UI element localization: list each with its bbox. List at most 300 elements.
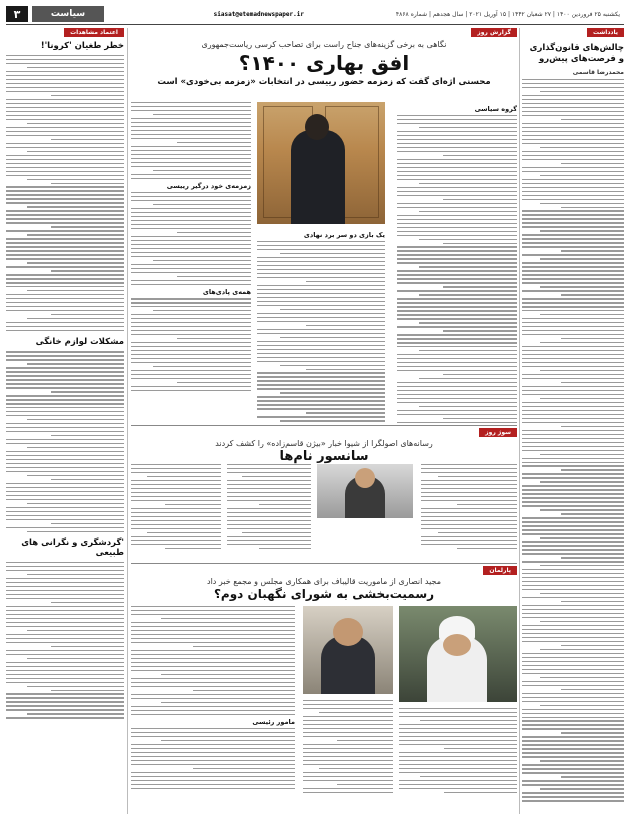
text-line — [522, 561, 624, 562]
text-line — [303, 776, 393, 777]
text-line — [522, 553, 624, 554]
text-line — [27, 262, 124, 263]
text-line — [303, 732, 393, 733]
text-line — [280, 365, 385, 366]
text-line — [131, 682, 295, 683]
text-line — [444, 748, 517, 749]
text-line — [27, 290, 124, 291]
text-line — [522, 752, 624, 753]
text-line — [131, 508, 221, 509]
text-line — [131, 236, 251, 237]
text-line — [540, 760, 624, 761]
text-line — [522, 107, 624, 108]
text-line — [522, 772, 624, 773]
left-article1-body — [6, 55, 124, 331]
text-line — [131, 302, 251, 303]
text-line — [522, 489, 624, 490]
text-line — [522, 246, 624, 247]
text-line — [306, 281, 385, 282]
text-line — [153, 204, 251, 205]
text-line — [421, 516, 517, 517]
text-line — [131, 788, 295, 789]
text-line — [6, 302, 124, 303]
text-line — [522, 143, 624, 144]
text-line — [421, 480, 517, 481]
text-line — [522, 155, 624, 156]
text-line — [522, 266, 624, 267]
text-line — [131, 748, 295, 749]
text-line — [6, 427, 124, 428]
text-line — [522, 736, 624, 737]
text-line — [27, 123, 124, 124]
text-line — [6, 59, 124, 60]
text-line — [27, 318, 124, 319]
text-line — [522, 800, 624, 801]
text-line — [259, 504, 311, 505]
text-line — [6, 387, 124, 388]
text-line — [227, 536, 311, 537]
text-line — [227, 520, 311, 521]
text-line — [6, 431, 124, 432]
text-line — [6, 330, 124, 331]
text-line — [280, 420, 385, 421]
text-line — [51, 646, 124, 647]
text-line — [540, 342, 624, 343]
text-line — [6, 443, 124, 444]
story-divider — [131, 563, 517, 564]
text-line — [303, 724, 393, 725]
text-line — [522, 728, 624, 729]
text-line — [397, 231, 517, 232]
text-line — [540, 286, 624, 287]
text-line — [397, 175, 517, 176]
text-line — [397, 135, 517, 136]
text-line — [257, 396, 385, 397]
text-line — [522, 422, 624, 423]
text-line — [421, 528, 517, 529]
text-line — [457, 504, 517, 505]
masthead-rule — [6, 24, 624, 25]
text-line — [131, 386, 251, 387]
text-line — [399, 772, 517, 773]
text-line — [257, 245, 385, 246]
text-line — [420, 720, 517, 721]
text-line — [522, 179, 624, 180]
text-line — [6, 606, 124, 607]
text-line — [397, 326, 517, 327]
text-line — [131, 488, 221, 489]
text-line — [6, 594, 124, 595]
text-line — [227, 464, 311, 465]
text-line — [522, 214, 624, 215]
text-line — [257, 241, 385, 242]
text-line — [131, 512, 221, 513]
text-line — [540, 537, 624, 538]
text-line — [303, 772, 393, 773]
main-story-headline: افق بهاری ۱۴۰۰؟ — [238, 51, 410, 75]
text-line — [6, 650, 124, 651]
text-line — [522, 493, 624, 494]
text-line — [397, 338, 517, 339]
text-line — [399, 756, 517, 757]
text-line — [522, 517, 624, 518]
text-line — [522, 199, 624, 200]
text-line — [6, 423, 124, 424]
right-column-title: چالش‌های قانون‌گذاری و فرصت‌های پیش‌رو — [529, 43, 624, 64]
text-line — [6, 282, 124, 283]
text-line — [522, 780, 624, 781]
text-line — [257, 249, 385, 250]
text-line — [522, 617, 624, 618]
text-line — [397, 258, 517, 259]
text-line — [522, 187, 624, 188]
text-line — [257, 380, 385, 381]
text-line — [27, 151, 124, 152]
text-line — [522, 79, 624, 80]
text-line — [522, 183, 624, 184]
text-line — [6, 379, 124, 380]
text-line — [397, 159, 517, 160]
text-line — [443, 243, 517, 244]
text-line — [303, 704, 393, 705]
text-line — [397, 402, 517, 403]
text-line — [131, 228, 251, 229]
text-line — [6, 367, 124, 368]
text-line — [165, 504, 221, 505]
text-line — [540, 788, 624, 789]
main-story-subhead: محسنی اژه‌ای گفت که زمزمه حضور رییسی در انتخابات «زمزمه بی‌خودی» است — [157, 77, 491, 87]
text-line — [153, 260, 251, 261]
left-article2-body — [6, 351, 124, 532]
text-line — [131, 678, 295, 679]
text-line — [397, 298, 517, 299]
text-line — [522, 274, 624, 275]
text-line — [397, 310, 517, 311]
text-line — [522, 657, 624, 658]
text-line — [131, 154, 251, 155]
text-line — [257, 357, 385, 358]
main-story-body-left-2 — [131, 192, 251, 285]
text-line — [161, 618, 295, 619]
text-line — [6, 99, 124, 100]
text-line — [131, 378, 251, 379]
text-line — [397, 318, 517, 319]
text-line — [522, 633, 624, 634]
text-line — [397, 302, 517, 303]
text-line — [257, 408, 385, 409]
text-line — [522, 661, 624, 662]
text-line — [177, 142, 251, 143]
text-line — [522, 238, 624, 239]
text-line — [242, 532, 311, 533]
text-line — [421, 536, 517, 537]
text-line — [6, 570, 124, 571]
text-line — [421, 508, 517, 509]
text-line — [540, 621, 624, 622]
text-line — [399, 724, 517, 725]
text-line — [27, 234, 124, 235]
text-line — [131, 686, 295, 687]
text-line — [6, 415, 124, 416]
text-line — [131, 540, 221, 541]
text-line — [6, 407, 124, 408]
text-line — [540, 481, 624, 482]
text-line — [397, 370, 517, 371]
text-line — [306, 369, 385, 370]
middle-story-body-center — [227, 464, 311, 549]
text-line — [6, 119, 124, 120]
text-line — [6, 578, 124, 579]
text-line — [443, 155, 517, 156]
text-line — [522, 505, 624, 506]
text-line — [27, 574, 124, 575]
text-line — [6, 250, 124, 251]
text-line — [131, 326, 251, 327]
text-line — [397, 390, 517, 391]
text-line — [397, 171, 517, 172]
text-line — [131, 122, 251, 123]
text-line — [6, 495, 124, 496]
text-line — [522, 222, 624, 223]
text-line — [522, 609, 624, 610]
text-line — [419, 183, 517, 184]
text-line — [131, 150, 251, 151]
text-line — [6, 258, 124, 259]
text-line — [6, 678, 124, 679]
text-line — [522, 346, 624, 347]
text-line — [303, 748, 393, 749]
text-line — [522, 597, 624, 598]
text-line — [6, 642, 124, 643]
text-line — [6, 230, 124, 231]
text-line — [522, 438, 624, 439]
text-line — [397, 278, 517, 279]
text-line — [522, 306, 624, 307]
text-line — [6, 519, 124, 520]
text-line — [27, 447, 124, 448]
text-line — [6, 399, 124, 400]
text-line — [522, 131, 624, 132]
text-line — [522, 792, 624, 793]
text-line — [419, 350, 517, 351]
text-line — [522, 151, 624, 152]
text-line — [438, 532, 517, 533]
text-line — [561, 338, 624, 339]
text-line — [257, 285, 385, 286]
main-intertitle-group: گروه سیاسی — [474, 105, 517, 113]
bottom-story-tag: پارلمان — [483, 566, 517, 575]
text-line — [6, 171, 124, 172]
text-line — [6, 190, 124, 191]
text-line — [561, 469, 624, 470]
text-line — [6, 131, 124, 132]
text-line — [6, 705, 124, 706]
main-intertitle-2: همه‌ی پادی‌های — [202, 288, 251, 297]
text-line — [421, 468, 517, 469]
text-line — [131, 220, 251, 221]
text-line — [131, 728, 295, 729]
text-line — [131, 784, 295, 785]
text-line — [306, 325, 385, 326]
text-line — [51, 226, 124, 227]
masthead — [6, 6, 624, 22]
text-line — [303, 752, 393, 753]
text-line — [6, 463, 124, 464]
text-line — [131, 516, 221, 517]
text-line — [397, 254, 517, 255]
text-line — [6, 242, 124, 243]
text-line — [131, 240, 251, 241]
text-line — [51, 314, 124, 315]
text-line — [257, 261, 385, 262]
text-line — [522, 167, 624, 168]
text-line — [522, 434, 624, 435]
text-line — [51, 95, 124, 96]
text-line — [6, 618, 124, 619]
text-line — [227, 468, 311, 469]
text-line — [397, 270, 517, 271]
text-line — [153, 310, 251, 311]
text-line — [131, 208, 251, 209]
text-line — [131, 642, 295, 643]
text-line — [6, 143, 124, 144]
text-line — [131, 630, 295, 631]
text-line — [522, 402, 624, 403]
text-line — [303, 788, 393, 789]
text-line — [303, 736, 393, 737]
text-line — [257, 400, 385, 401]
bottom-story — [131, 566, 517, 814]
text-line — [522, 717, 624, 718]
text-line — [6, 515, 124, 516]
text-line — [131, 346, 251, 347]
text-line — [131, 666, 295, 667]
text-line — [51, 391, 124, 392]
text-line — [27, 67, 124, 68]
text-line — [6, 451, 124, 452]
text-line — [522, 541, 624, 542]
text-line — [51, 139, 124, 140]
text-line — [131, 464, 221, 465]
right-column — [522, 28, 624, 814]
text-line — [131, 200, 251, 201]
middle-story — [131, 428, 517, 562]
text-line — [421, 500, 517, 501]
text-line — [6, 91, 124, 92]
text-line — [51, 183, 124, 184]
text-line — [522, 414, 624, 415]
text-line — [306, 412, 385, 413]
text-line — [540, 677, 624, 678]
text-line — [399, 716, 517, 717]
text-line — [27, 630, 124, 631]
text-line — [27, 363, 124, 364]
text-line — [522, 310, 624, 311]
bottom-story-headline: رسمیت‌بخشی به شورای نگهبان دوم؟ — [213, 587, 435, 601]
text-line — [131, 196, 251, 197]
text-line — [6, 127, 124, 128]
text-line — [257, 257, 385, 258]
text-line — [540, 230, 624, 231]
text-line — [6, 107, 124, 108]
text-line — [522, 87, 624, 88]
text-line — [257, 345, 385, 346]
text-line — [6, 322, 124, 323]
text-line — [522, 330, 624, 331]
text-line — [153, 170, 251, 171]
section-email[interactable]: siasat@etemadnewspaper.ir — [213, 10, 304, 18]
text-line — [443, 199, 517, 200]
text-line — [131, 614, 295, 615]
text-line — [131, 134, 251, 135]
text-line — [257, 384, 385, 385]
text-line — [153, 366, 251, 367]
text-line — [6, 717, 124, 718]
middle-story-tag: سو‌ژ روز — [479, 428, 517, 437]
text-line — [397, 274, 517, 275]
text-line — [6, 598, 124, 599]
text-line — [257, 273, 385, 274]
text-line — [131, 694, 295, 695]
middle-story-body-right — [421, 464, 517, 549]
text-line — [522, 95, 624, 96]
text-line — [131, 374, 251, 375]
text-line — [397, 306, 517, 307]
text-line — [522, 497, 624, 498]
text-line — [522, 302, 624, 303]
text-line — [193, 646, 295, 647]
right-column-author: محمدرضا قاسمی — [572, 69, 624, 76]
text-line — [27, 531, 124, 532]
text-line — [131, 528, 221, 529]
text-line — [257, 317, 385, 318]
text-line — [399, 788, 517, 789]
text-line — [6, 198, 124, 199]
text-line — [421, 496, 517, 497]
text-line — [522, 681, 624, 682]
text-line — [280, 337, 385, 338]
text-line — [522, 796, 624, 797]
text-line — [6, 355, 124, 356]
text-line — [457, 548, 517, 549]
text-line — [522, 318, 624, 319]
text-line — [522, 358, 624, 359]
text-line — [131, 322, 251, 323]
text-line — [522, 501, 624, 502]
text-line — [51, 690, 124, 691]
text-line — [522, 127, 624, 128]
text-line — [397, 227, 517, 228]
text-line — [131, 536, 221, 537]
text-line — [131, 390, 251, 391]
text-line — [397, 342, 517, 343]
text-line — [399, 708, 517, 709]
text-line — [522, 83, 624, 84]
text-line — [522, 334, 624, 335]
text-line — [522, 123, 624, 124]
text-line — [51, 479, 124, 480]
text-line — [522, 354, 624, 355]
text-line — [522, 171, 624, 172]
text-line — [397, 215, 517, 216]
text-line — [540, 705, 624, 706]
text-line — [227, 496, 311, 497]
text-line — [6, 638, 124, 639]
text-line — [6, 614, 124, 615]
text-line — [161, 740, 295, 741]
text-line — [522, 298, 624, 299]
text-line — [131, 342, 251, 343]
